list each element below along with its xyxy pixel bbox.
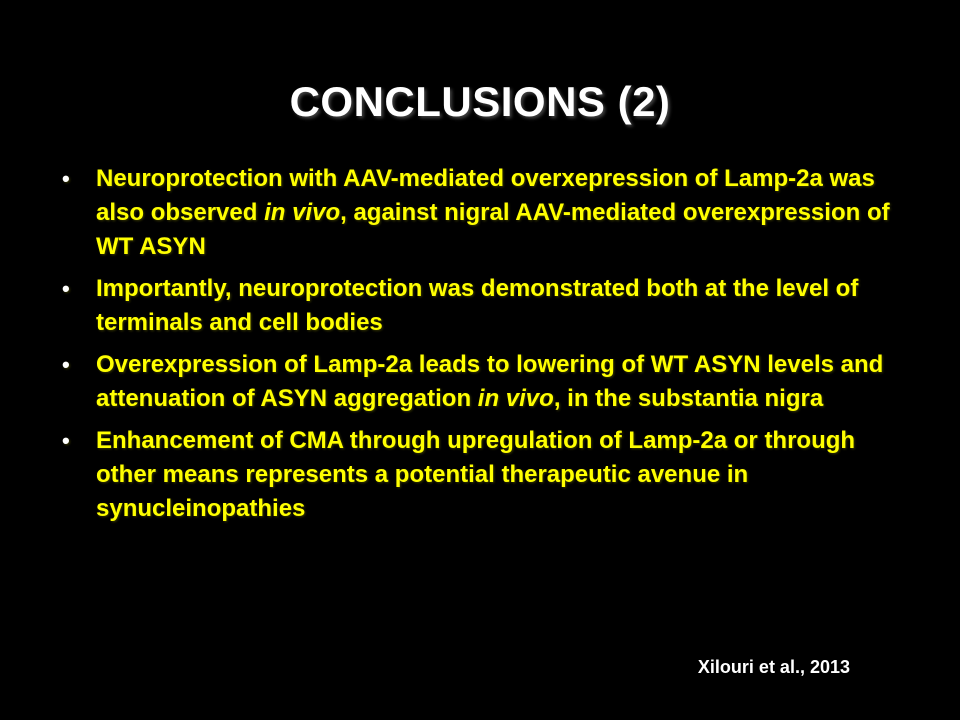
bullet-marker: •	[62, 276, 70, 301]
bullet-item	[62, 348, 906, 416]
bullet-italic-text: in vivo	[264, 199, 341, 226]
bullet-text: Enhancement of CMA through upregulation of Lamp-2a or through other means represents a potential therapeutic avenue in synucleinopathies	[96, 427, 856, 522]
bullet-marker: •	[62, 352, 70, 377]
bullet-item	[62, 272, 906, 340]
bullet-marker: •	[62, 166, 70, 191]
bullet-item	[62, 424, 906, 526]
bullet-text: Overexpression of Lamp-2a leads to lowering of WT ASYN levels and attenuation of ASYN aggregation	[96, 351, 884, 412]
bullet-list	[62, 162, 906, 534]
bullet-marker: •	[62, 428, 70, 453]
citation: Xilouri et al., 2013	[697, 657, 850, 677]
slide-title: CONCLUSIONS (2)	[289, 78, 671, 125]
bullet-text: Importantly, neuroprotection was demonstrated both at the level of terminals and cell bodies	[96, 275, 859, 336]
bullet-text: , in the substantia nigra	[553, 385, 824, 412]
bullet-text: Neuroprotection with AAV-mediated overxepression of Lamp-2a was also observed	[96, 165, 875, 226]
bullet-text: , against nigral AAV-mediated overexpression of WT ASYN	[96, 199, 890, 260]
bullet-italic-text: in vivo	[477, 385, 554, 412]
bullet-item	[62, 162, 906, 264]
